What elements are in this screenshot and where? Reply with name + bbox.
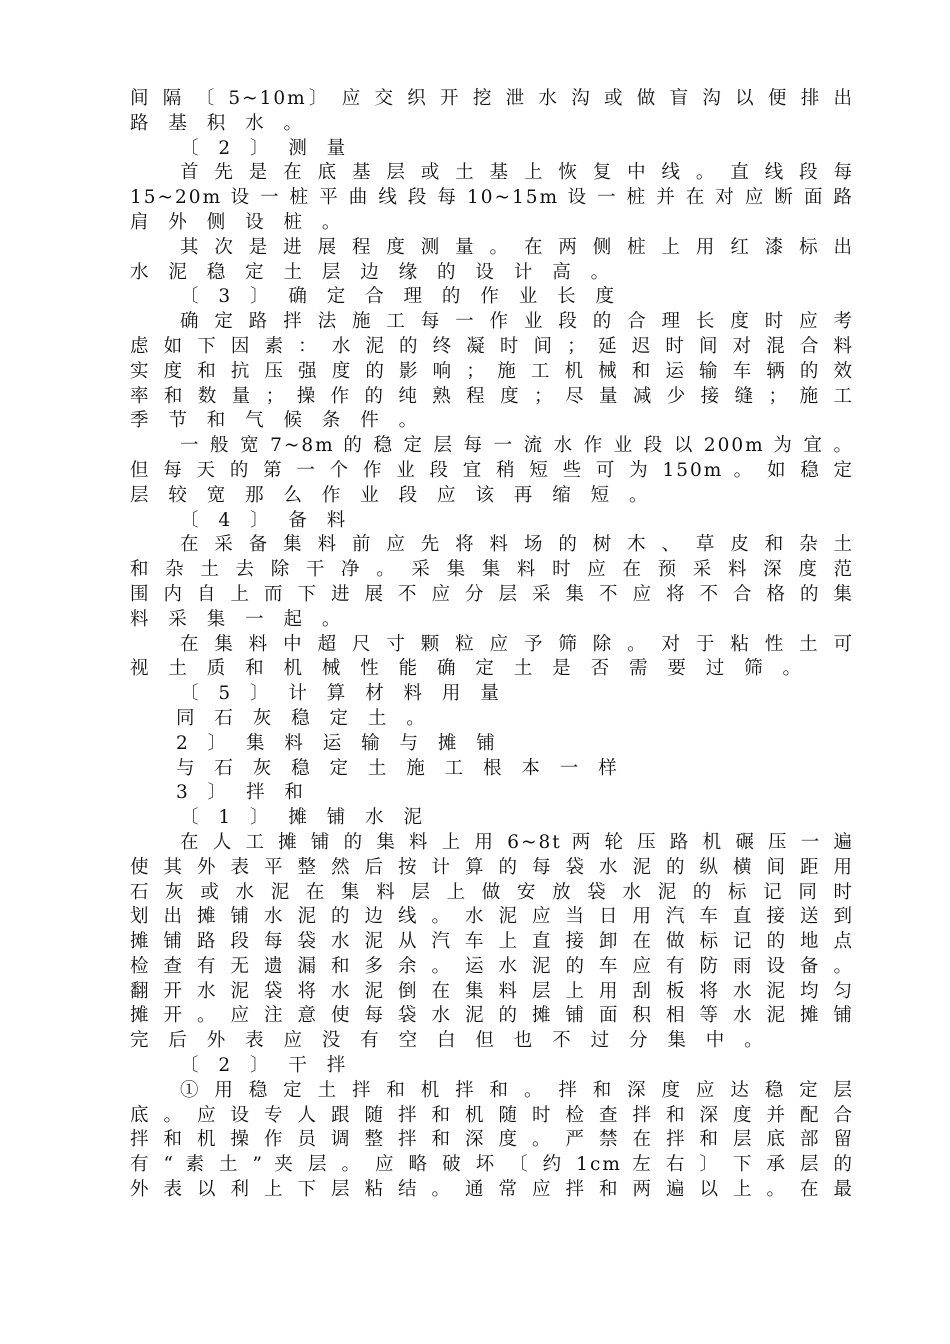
text-line: 围 内 自 上 而 下 进 展 不 应 分 层 采 集 不 应 将 不 合 格 的 集 (130, 583, 854, 605)
text-line: 但 每 天 的 第 一 个 作 业 段 宜 稍 短 些 可 为 150m 。 如 稳 定 (130, 459, 854, 481)
document-body (130, 87, 854, 1203)
text-line: 使 其 外 表 平 整 然 后 按 计 算 的 每 袋 水 泥 的 纵 横 间 距 用 (130, 856, 854, 878)
text-line: 确 定 路 拌 法 施 工 每 一 作 业 段 的 合 理 长 度 时 应 考 (180, 311, 854, 333)
text-line: 有 “ 素 土 ” 夹 层 。 应 略 破 坏 〔 约 1cm 左 右 〕 下 承 层 的 (130, 1154, 854, 1176)
text-line: 路 基 积 水 。 (130, 112, 310, 134)
text-line: 〔 2 〕 干 拌 (180, 1055, 353, 1077)
text-line: 虑 如 下 因 素 ： 水 泥 的 终 凝 时 间 ； 延 迟 时 间 对 混 合 料 (130, 335, 854, 357)
text-line: 层 较 宽 那 么 作 业 段 应 该 再 缩 短 。 (130, 484, 655, 506)
text-line: 与 石 灰 稳 定 土 施 工 根 本 一 样 (176, 757, 624, 779)
text-line: 间 隔 〔 5~10m〕 应 交 织 开 挖 泄 水 沟 或 做 盲 沟 以 便 排 出 (130, 88, 854, 109)
text-line: 2 〕 集 料 运 输 与 摊 铺 (176, 732, 502, 754)
text-line: 在 采 备 集 料 前 应 先 将 料 场 的 树 木 、 草 皮 和 杂 土 (180, 534, 854, 556)
text-line: 划 出 摊 铺 水 泥 的 边 线 。 水 泥 应 当 日 用 汽 车 直 接 送 到 (130, 906, 854, 928)
text-line: 其 次 是 进 展 程 度 测 量 。 在 两 侧 桩 上 用 红 漆 标 出 (180, 236, 854, 258)
text-line: 季 节 和 气 候 条 件 。 (130, 410, 425, 432)
text-line: 〔 3 〕 确 定 合 理 的 作 业 长 度 (180, 286, 621, 308)
text-line: 〔 2 〕 测 量 (180, 137, 353, 159)
text-line: 肩 外 侧 设 桩 。 (130, 211, 348, 233)
text-line: 3 〕 拌 和 (176, 782, 310, 804)
text-line: 外 表 以 利 上 下 层 粘 结 。 通 常 应 拌 和 两 遍 以 上 。 在 最 (130, 1179, 854, 1201)
text-line: 首 先 是 在 底 基 层 或 土 基 上 恢 复 中 线 。 直 线 段 每 (180, 162, 854, 184)
text-line: 〔 1 〕 摊 铺 水 泥 (180, 807, 430, 829)
text-line: 在 集 料 中 超 尺 寸 颗 粒 应 予 筛 除 。 对 于 粘 性 土 可 (180, 633, 854, 655)
text-line: 一 般 宽 7~8m 的 稳 定 层 每 一 流 水 作 业 段 以 200m 为 宜 。 (180, 435, 854, 457)
text-line: 摊 开 。 应 注 意 使 每 袋 水 泥 的 摊 铺 面 积 相 等 水 泥 摊 铺 (130, 1005, 854, 1027)
text-line: 完 后 外 表 应 没 有 空 白 但 也 不 过 分 集 中 。 (130, 1030, 770, 1052)
text-line: 摊 铺 路 段 每 袋 水 泥 从 汽 车 上 直 接 卸 在 做 标 记 的 地 点 (130, 931, 854, 953)
text-line: 石 灰 或 水 泥 在 集 料 层 上 做 安 放 袋 水 泥 的 标 记 同 时 (130, 881, 854, 903)
text-line: 实 度 和 抗 压 强 度 的 影 响 ； 施 工 机 械 和 运 输 车 辆 的 效 (130, 360, 854, 382)
text-line: 水 泥 稳 定 土 层 边 缘 的 设 计 高 。 (130, 261, 617, 283)
text-line: 底 。 应 设 专 人 跟 随 拌 和 机 随 时 检 查 拌 和 深 度 并 配 合 (130, 1104, 854, 1126)
text-line: 翻 开 水 泥 袋 将 水 泥 倒 在 集 料 层 上 用 刮 板 将 水 泥 均 匀 (130, 980, 854, 1002)
text-line: 〔 5 〕 计 算 材 料 用 量 (180, 683, 506, 705)
text-line: 率 和 数 量 ； 操 作 的 纯 熟 程 度 ； 尽 量 减 少 接 缝 ； 施 工 (130, 385, 854, 407)
text-line: 料 采 集 一 起 。 (130, 608, 348, 630)
text-line: 在 人 工 摊 铺 的 集 料 上 用 6~8t 两 轮 压 路 机 碾 压 一 遍 (180, 831, 854, 853)
text-line: 检 查 有 无 遗 漏 和 多 余 。 运 水 泥 的 车 应 有 防 雨 设 备 。 (130, 955, 854, 977)
text-line: 和 杂 土 去 除 干 净 。 采 集 集 料 时 应 在 预 采 料 深 度 范 (130, 559, 854, 581)
text-line: 视 土 质 和 机 械 性 能 确 定 土 是 否 需 要 过 筛 。 (130, 658, 808, 680)
text-line: ① 用 稳 定 土 拌 和 机 拌 和 。 拌 和 深 度 应 达 稳 定 层 (180, 1079, 854, 1101)
text-line: 拌 和 机 操 作 员 调 整 拌 和 深 度 。 严 禁 在 拌 和 层 底 部 留 (130, 1129, 854, 1151)
text-line: 同 石 灰 稳 定 土 。 (176, 707, 432, 729)
text-line: 〔 4 〕 备 料 (180, 509, 353, 531)
text-line: 15~20m 设 一 桩 平 曲 线 段 每 10~15m 设 一 桩 并 在 对 应 断 面 路 (130, 187, 854, 209)
